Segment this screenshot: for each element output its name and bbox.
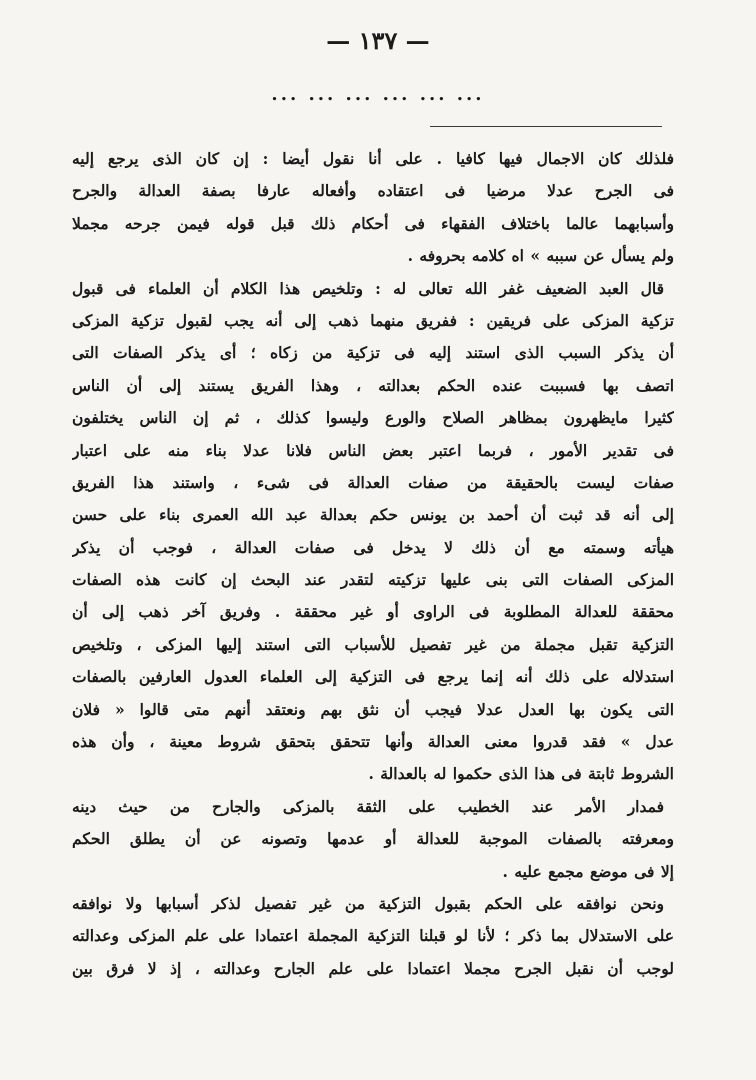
text-line: فى تقدير الأمور ، فربما اعتبر بعض الناس فلانا عدلا بناء منه على اعتبار <box>72 440 674 460</box>
text-line: ونحن نوافقه على الحكم بقبول التزكية من غير تفصيل لذكر أسبابها ولا نوافقه <box>72 893 664 913</box>
text-line: ومعرفته بالصفات الموجبة للعدالة أو عدمها وتصونه عن أن يطلق الحكم <box>72 829 674 849</box>
text-line: أن يذكر السبب الذى استند إليه فى تزكية من زكاه ؛ أى يذكر الصفات التى <box>72 343 674 363</box>
text-line: استدلاله على ذلك أنه إنما يرجع فى التزكية إلى العلماء العدول العارفين بالصفات <box>72 667 674 687</box>
text-line: التزكية تقبل مجملة من غير تفصيل للأسباب التى استند إليها المزكى ، وتلخيص <box>72 634 674 654</box>
body-text <box>72 143 674 985</box>
text-line: قال العبد الضعيف غفر الله تعالى له : وتلخيص هذا الكلام أن العلماء فى قبول <box>72 278 664 298</box>
text-line: ولم يسأل عن سببه » اه كلامه بحروفه . <box>407 246 674 266</box>
text-line: على الاستدلال بما ذكر ؛ لأنا لو قبلنا التزكية المجملة اعتمادا على علم المزكى وعدالته <box>72 926 674 946</box>
text-line: التى يكون بها العدل عدلا فيجب أن نثق بهم ونعتقد أنهم متى قالوا « فلان <box>72 699 674 719</box>
text-line: لوجب أن نقبل الجرح مجملا اعتمادا على علم الجارح وعدالته ، إذ لا فرق بين <box>72 958 674 978</box>
text-line: صفات ليست بالحقيقة من صفات العدالة فى شىء ، واستند هذا الفريق <box>72 472 674 492</box>
text-line: محققة للعدالة المطلوبة فى الراوى أو غير محققة . وفريق آخر ذهب إلى أن <box>72 602 674 622</box>
text-line: المزكى الصفات التى بنى عليها تزكيته لتقدر عند البحث إن كانت هذه الصفات <box>72 570 674 590</box>
text-line: الشروط ثابتة فى هذا الذى حكموا له بالعدالة . <box>368 764 674 784</box>
page-number: — ١٣٧ — <box>326 26 430 55</box>
text-line: عدل » فقد قدروا معنى العدالة وأنها تتحقق بتحقق شروط معينة ، وأن هذه <box>72 732 674 752</box>
section-rule <box>430 126 662 127</box>
ellipsis-separator: ... ... ... ... ... ... <box>271 84 485 105</box>
text-line: فى الجرح عدلا مرضيا فى اعتقاده وأفعاله عارفا بصفة العدالة والجرح <box>72 181 674 201</box>
text-line: وأسبابهما عالما باختلاف الفقهاء فى أحكام ذلك قبل قوله فيمن جرحه مجملا <box>72 213 674 233</box>
text-line: فمدار الأمر عند الخطيب على الثقة بالمزكى والجارح من حيث دينه <box>72 796 664 816</box>
text-line: إلى أنه قد ثبت أن أحمد بن يونس حكم بعدالة عبد الله العمرى بناء على حسن <box>72 505 674 525</box>
text-line: تزكية المزكى على فريقين : ففريق منهما ذهب إلى أنه يجب لقبول تزكية المزكى <box>72 310 674 330</box>
text-line: اتصف بها فسببت عنده الحكم بعدالته ، وهذا الفريق يستند إلى أن الناس <box>72 375 674 395</box>
text-line: هيأته وسمته مع أن ذلك لا يدخل فى صفات العدالة ، فوجب أن يذكر <box>72 537 674 557</box>
text-line: فلذلك كان الاجمال فيها كافيا . على أنا نقول أيضا : إن كان الذى يرجع إليه <box>72 149 674 168</box>
text-line: كثيرا مايظهرون بمظاهر الصلاح والورع وليسوا كذلك ، ثم إن الناس يختلفون <box>72 408 674 428</box>
text-line: إلا فى موضع مجمع عليه . <box>502 861 674 881</box>
